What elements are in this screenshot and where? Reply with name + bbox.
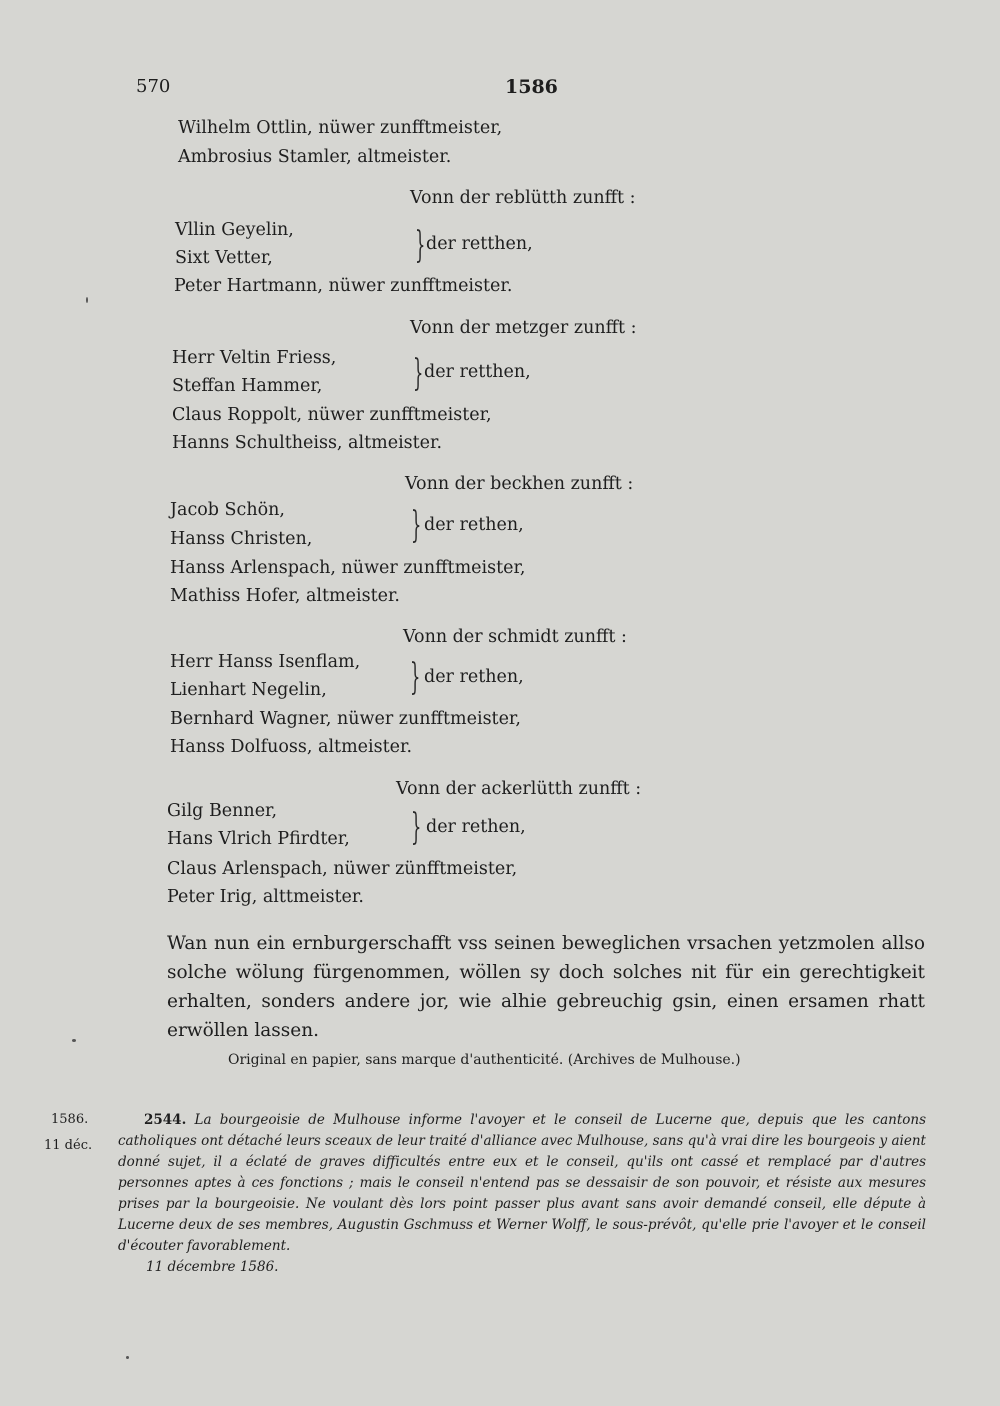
- roster-line: Claus Arlenspach, nüwer zünfftmeister,: [167, 859, 518, 879]
- roster-line: Hanss Dolfuoss, altmeister.: [170, 737, 413, 757]
- brace-icon: }: [410, 657, 421, 698]
- rethen-label: der retthen,: [426, 234, 533, 254]
- closing-paragraph: Wan nun ein ernburgerschafft vss seinen beweglichen vrsachen yetzmolen allso solche wölung fürgenommen, wöllen sy doch solches nit für ein gerechtigkeit erhalten, sonders andere jor, wie alhie gebreuchig gsin, einen ersamen rhatt erwöllen lassen.: [167, 933, 925, 1041]
- brace-icon: }: [411, 807, 422, 848]
- roster-line: Peter Irig, alttmeister.: [167, 887, 364, 907]
- brace-icon: }: [415, 225, 426, 266]
- roster-line: Herr Hanss Isenflam,: [170, 652, 361, 672]
- roster-line: Hanss Arlenspach, nüwer zunfftmeister,: [170, 558, 526, 578]
- scan-speck: [86, 297, 88, 303]
- entry-date: 11 décembre 1586.: [146, 1259, 279, 1275]
- brace-icon: }: [413, 353, 424, 394]
- roster-line: Steffan Hammer,: [172, 376, 323, 396]
- roster-line: Ambrosius Stamler, altmeister.: [178, 147, 452, 167]
- roster-line: Peter Hartmann, nüwer zunfftmeister.: [174, 276, 513, 296]
- guild-heading: Vonn der reblütth zunfft :: [410, 188, 636, 208]
- source-note: Original en papier, sans marque d'authenticité. (Archives de Mulhouse.): [228, 1052, 741, 1068]
- margin-year: 1586.: [51, 1112, 89, 1127]
- roster-line: Hanss Christen,: [170, 529, 313, 549]
- roster-line: Sixt Vetter,: [175, 248, 273, 268]
- guild-heading: Vonn der beckhen zunfft :: [405, 474, 634, 494]
- margin-date: 11 déc.: [44, 1138, 93, 1153]
- roster-line: Gilg Benner,: [167, 801, 278, 821]
- scan-speck: [126, 1356, 129, 1359]
- roster-line: Hans Vlrich Pfirdter,: [167, 829, 350, 849]
- entry-number: 2544.: [144, 1112, 187, 1128]
- brace-icon: }: [411, 505, 422, 546]
- roster-line: Herr Veltin Friess,: [172, 348, 337, 368]
- roster-line: Claus Roppolt, nüwer zunfftmeister,: [172, 405, 492, 425]
- roster-line: Jacob Schön,: [170, 500, 285, 520]
- roster-line: Vllin Geyelin,: [175, 220, 294, 240]
- roster-line: Hanns Schultheiss, altmeister.: [172, 433, 443, 453]
- roster-line: Bernhard Wagner, nüwer zunfftmeister,: [170, 709, 521, 729]
- rethen-label: der rethen,: [424, 667, 524, 687]
- guild-heading: Vonn der metzger zunfft :: [410, 318, 637, 338]
- roster-line: Lienhart Negelin,: [170, 680, 327, 700]
- calendar-entry: [118, 1110, 926, 1278]
- year-heading: 1586: [505, 76, 558, 98]
- guild-heading: Vonn der ackerlütth zunfft :: [396, 779, 642, 799]
- roster-line: Mathiss Hofer, altmeister.: [170, 586, 400, 606]
- rethen-label: der rethen,: [424, 515, 524, 535]
- page-number: 570: [136, 76, 171, 97]
- rethen-label: der rethen,: [426, 817, 526, 837]
- rethen-label: der retthen,: [424, 362, 531, 382]
- roster-line: Wilhelm Ottlin, nüwer zunfftmeister,: [178, 118, 503, 138]
- guild-heading: Vonn der schmidt zunfft :: [403, 627, 627, 647]
- entry-text: La bourgeoisie de Mulhouse informe l'avoyer et le conseil de Lucerne que, depuis que les cantons catholiques ont détaché leurs sceaux de leur traité d'alliance avec Mulhouse, sans qu'à vrai dire les bourgeois y aient donné sujet, il a éclaté de graves difficultés entre eux et le conseil, qu'ils ont cassé et remplacé par d'autres personnes aptes à ces fonctions ; mais le conseil n'entend pas se dessaisir de son pouvoir, et résiste aux mesures prises par la bourgeoisie. Ne voulant dès lors point passer plus avant sans avoir demandé conseil, elle députe à Lucerne deux de ses membres, Augustin Gschmuss et Werner Wolff, le sous-prévôt, qu'elle prie l'avoyer et le conseil d'écouter favorablement.: [118, 1112, 926, 1254]
- scan-speck: [72, 1039, 76, 1042]
